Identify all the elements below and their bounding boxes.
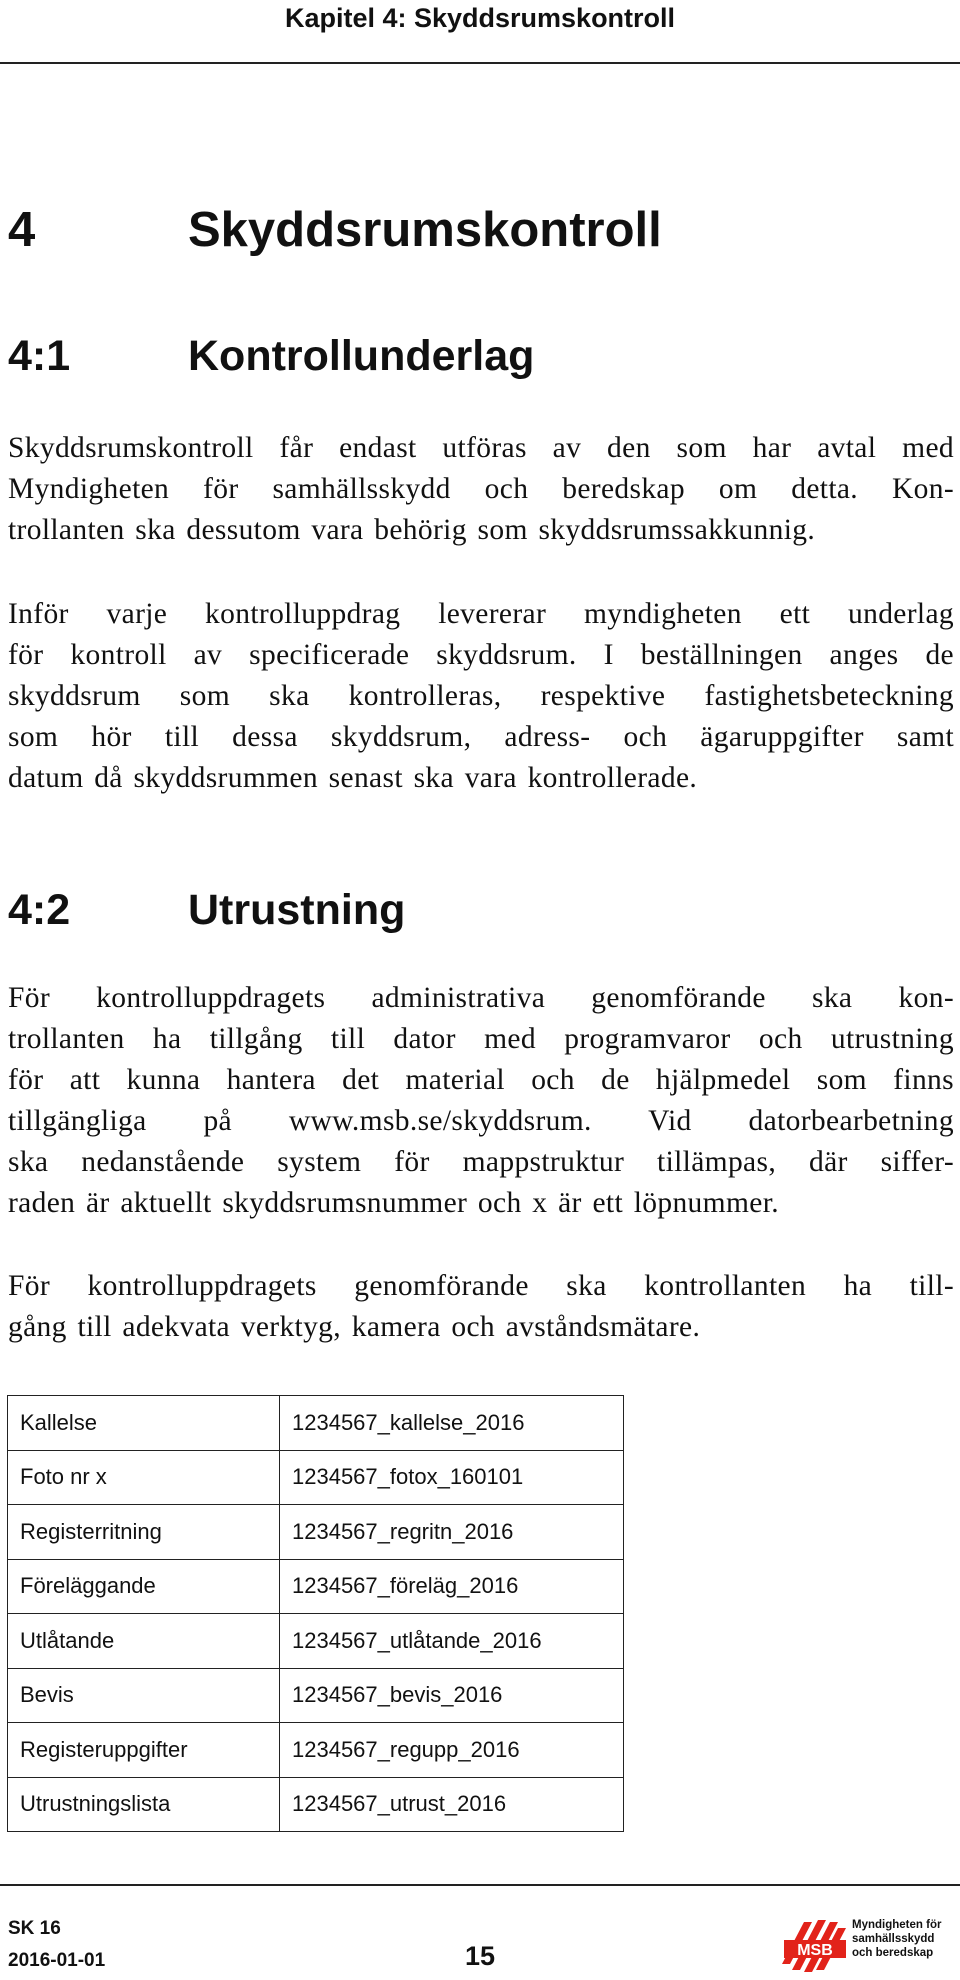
text-line: som hör till dessa skyddsrum, adress- och ägaruppgifter samt [8,721,954,753]
text-line: Skyddsrumskontroll får endast utföras av den som har avtal med [8,432,954,464]
body-paragraph [8,594,954,799]
text-line: för att kunna hantera det material och de hjälpmedel som finns [8,1064,954,1096]
msb-logo-mark-icon [778,1914,850,1976]
chapter-title: Skyddsrumskontroll [188,203,662,257]
section-title: Kontrollunderlag [188,332,535,380]
page-number: 15 [464,1941,496,1971]
section-heading-kontrollunderlag [8,330,534,382]
file-name-cell: 1234567_föreläg_2016 [280,1559,624,1614]
chapter-number: 4 [8,203,36,257]
footer-rule [0,1884,960,1886]
table-row [8,1396,624,1451]
document-type-cell: Utrustningslista [8,1777,280,1832]
document-type-cell: Bevis [8,1668,280,1723]
table-row [8,1723,624,1778]
table-row [8,1614,624,1669]
msb-logo [778,1914,958,1976]
text-line: gång till adekvata verktyg, kamera och avståndsmätare. [8,1311,701,1343]
file-name-cell: 1234567_utrust_2016 [280,1777,624,1832]
document-type-cell: Kallelse [8,1396,280,1451]
section-title: Utrustning [188,886,406,934]
section-number: 4:2 [8,886,71,934]
body-paragraph [8,978,954,1224]
text-line: tillgängliga på www.msb.se/skyddsrum. Vid datorbearbetning [8,1105,954,1137]
file-name-cell: 1234567_bevis_2016 [280,1668,624,1723]
running-header [0,0,960,64]
chapter-heading [8,200,662,260]
document-code: SK 16 [8,1918,61,1939]
document-type-cell: Foto nr x [8,1450,280,1505]
document-type-cell: Registerritning [8,1505,280,1560]
text-line: trollanten ska dessutom vara behörig som skyddsrumssakkunnig. [8,514,816,546]
table-row [8,1505,624,1560]
logo-line: samhällsskydd [852,1933,935,1945]
body-paragraph [8,428,954,551]
table-row [8,1559,624,1614]
table-row [8,1450,624,1505]
text-line: trollanten ha tillgång till dator med programvaror och utrustning [8,1023,954,1055]
table-row [8,1668,624,1723]
table-row [8,1777,624,1832]
text-line: för kontroll av specificerade skyddsrum. I beställningen anges de [8,639,954,671]
msb-logo-mark-text: MSB [797,1942,833,1959]
document-type-cell: Registeruppgifter [8,1723,280,1778]
section-heading-utrustning [8,884,405,936]
logo-line: Myndigheten för [852,1919,942,1931]
text-line: Inför varje kontrolluppdrag levererar myndigheten ett underlag [8,598,954,630]
file-name-cell: 1234567_utlåtande_2016 [280,1614,624,1669]
msb-logo-text [852,1918,941,1960]
document-type-cell: Föreläggande [8,1559,280,1614]
text-line: För kontrolluppdragets administrativa genomförande ska kon- [8,982,954,1014]
text-line: Myndigheten för samhällsskydd och beredskap om detta. Kon- [8,473,954,505]
running-header-title: Kapitel 4: Skyddsrumskontroll [284,3,676,33]
file-name-cell: 1234567_regupp_2016 [280,1723,624,1778]
text-line: skyddsrum som ska kontrolleras, respektive fastighetsbeteckning [8,680,954,712]
text-line: För kontrolluppdragets genomförande ska kontrollanten ha till- [8,1270,954,1302]
body-paragraph [8,1266,954,1348]
file-name-cell: 1234567_regritn_2016 [280,1505,624,1560]
section-number: 4:1 [8,332,71,380]
text-line: ska nedanstående system för mappstruktur tillämpas, där siffer- [8,1146,954,1178]
logo-line: och beredskap [852,1947,934,1959]
document-date: 2016-01-01 [8,1950,106,1971]
file-name-cell: 1234567_kallelse_2016 [280,1396,624,1451]
text-line: datum då skyddsrummen senast ska vara kontrollerade. [8,762,698,794]
text-line: raden är aktuellt skyddsrumsnummer och x är ett löpnummer. [8,1187,779,1219]
file-name-cell: 1234567_fotox_160101 [280,1450,624,1505]
folder-naming-table [7,1395,624,1832]
document-type-cell: Utlåtande [8,1614,280,1669]
